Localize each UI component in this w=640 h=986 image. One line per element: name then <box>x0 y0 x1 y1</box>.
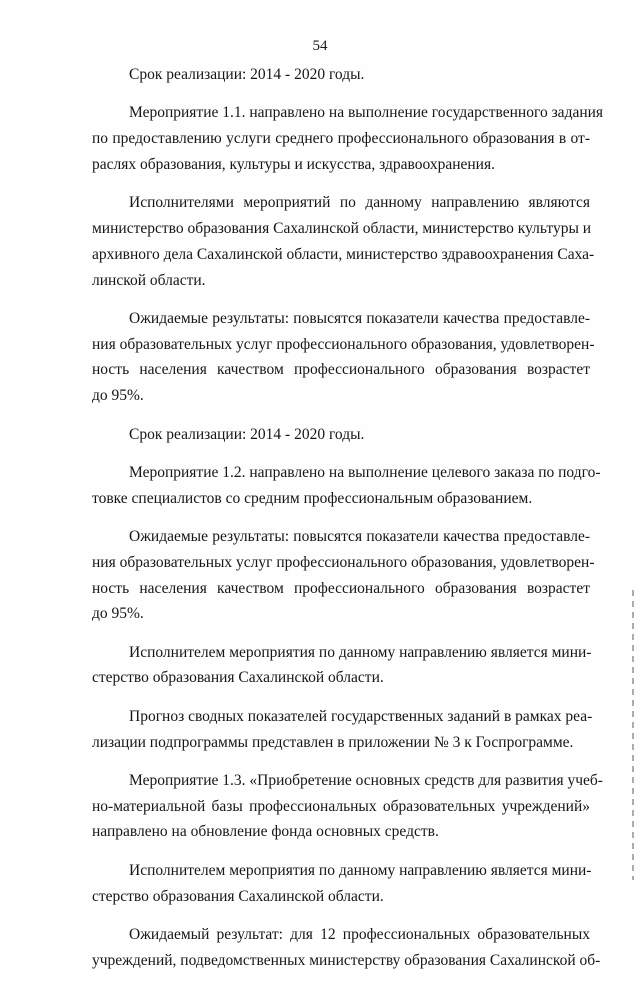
text-line: стерство образования Сахалинской области. <box>92 887 384 905</box>
text-line: ния образовательных услуг профессионального образования, удовлетворен- <box>92 553 595 571</box>
paragraph <box>92 858 590 910</box>
text-line: по предоставлению услуги среднего профессионального образования в от- <box>92 130 590 148</box>
text-line: Ожидаемые результаты: повысятся показатели качества предоставле- <box>129 309 590 327</box>
text-line: Ожидаемый результат: для 12 профессиональных образовательных <box>129 925 590 943</box>
paragraph <box>92 460 601 512</box>
text-line: Прогноз сводных показателей государственных заданий в рамках реа- <box>129 707 593 725</box>
paragraph <box>92 922 601 974</box>
document-body <box>92 62 604 986</box>
paragraph <box>92 100 604 177</box>
paragraph <box>92 704 593 756</box>
page-number: 54 <box>312 38 328 54</box>
paragraph <box>92 524 595 627</box>
scan-margin-mark <box>632 590 634 880</box>
paragraph <box>92 62 590 88</box>
text-line: Исполнителем мероприятия по данному направлению является мини- <box>129 643 592 661</box>
text-line: ность населения качеством профессионального образования возрастет <box>92 579 590 597</box>
text-line: раслях образования, культуры и искусства, здравоохранения. <box>92 155 495 173</box>
text-line: товке специалистов со средним профессиональным образованием. <box>92 489 533 507</box>
text-line: до 95%. <box>92 387 144 405</box>
text-line: ность населения качеством профессионального образования возрастет <box>92 361 590 379</box>
text-line: ния образовательных услуг профессионального образования, удовлетворен- <box>92 335 595 353</box>
paragraph <box>92 640 590 692</box>
text-line: Мероприятие 1.2. направлено на выполнение целевого заказа по подго- <box>129 463 601 481</box>
paragraph <box>92 422 590 448</box>
text-line: Исполнителями мероприятий по данному направлению являются <box>129 194 590 212</box>
text-line: линской области. <box>92 271 206 289</box>
text-line: Срок реализации: 2014 - 2020 годы. <box>129 66 365 83</box>
text-line: министерство образования Сахалинской области, министерство культуры и <box>92 219 592 237</box>
text-line: Срок реализации: 2014 - 2020 годы. <box>129 425 365 443</box>
text-line: но-материальной базы профессиональных образовательных учреждений» <box>92 797 590 815</box>
text-line: Исполнителем мероприятия по данному направлению является мини- <box>129 861 592 879</box>
text-line: Мероприятие 1.3. «Приобретение основных средств для развития учеб- <box>129 771 603 789</box>
text-line: направлено на обновление фонда основных средств. <box>92 823 439 841</box>
text-line: лизации подпрограммы представлен в приложении № 3 к Госпрограмме. <box>92 733 574 751</box>
text-line: архивного дела Сахалинской области, министерство здравоохранения Саха- <box>92 245 595 263</box>
text-line: учреждений, подведомственных министерству образования Сахалинской об- <box>92 951 601 969</box>
paragraph <box>92 768 603 845</box>
text-line: до 95%. <box>92 605 144 623</box>
text-line: Мероприятие 1.1. направлено на выполнение государственного задания <box>129 104 604 122</box>
text-line: стерство образования Сахалинской области. <box>92 669 384 687</box>
paragraph <box>92 306 595 409</box>
paragraph <box>92 190 595 293</box>
text-line: Ожидаемые результаты: повысятся показатели качества предоставле- <box>129 527 590 545</box>
